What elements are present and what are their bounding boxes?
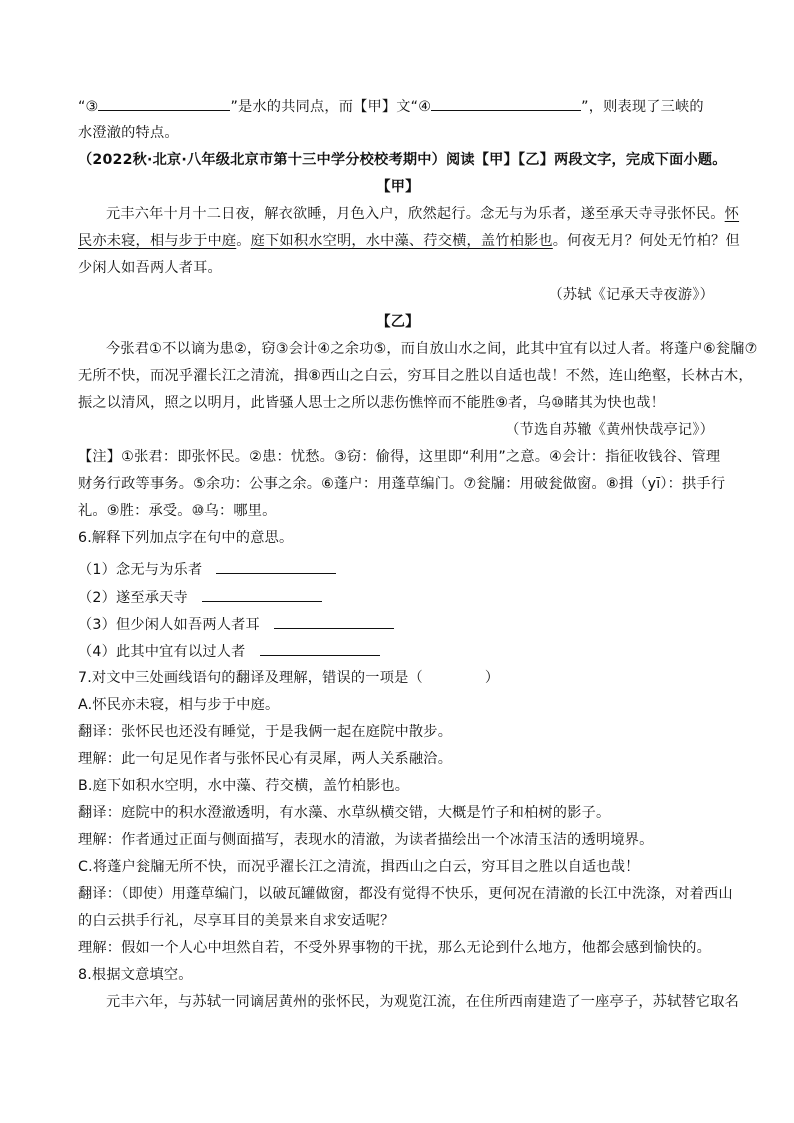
q6-item-1: （1）念无与为乐者	[78, 559, 718, 580]
notes-line-3: 礼。⑨胜：承受。⑩乌：哪里。	[78, 503, 277, 519]
notes-line-1: 【注】①张君：即张怀民。②患：忧愁。③窃：偷得，这里即“利用”之意。④会计：指征收钱谷、管理	[78, 449, 721, 465]
q7-option-b-understanding: 理解：作者通过正面与侧面描写，表现水的清澈，为读者描绘出一个冰清玉洁的透明境界。	[78, 832, 654, 848]
q7-option-c-translation-2: 的白云拱手行礼，尽享耳目的美景来自求安适呢？	[78, 913, 395, 929]
q7-title: 7.对文中三处画线语句的翻译及理解，错误的一项是（ ）	[78, 670, 500, 686]
answer-blank-3[interactable]	[98, 96, 230, 111]
passage-yi-title: 【乙】	[376, 314, 420, 330]
q5-middle-text: ”是水的共同点，而【甲】文“④	[230, 99, 432, 115]
q7-option-c-understanding: 理解：假如一个人心中坦然自若，不受外界事物的干扰，那么无论到什么地方，他都会感到愉快的。	[78, 940, 712, 956]
q6-title: 6.解释下列加点字在句中的意思。	[78, 530, 294, 546]
q6-answer-blank-2[interactable]	[202, 587, 322, 602]
q7-option-c: C.将蓬户瓮牖无所不快，而况乎濯长江之清流，揖西山之白云，穷耳目之胜以自适也哉！	[78, 859, 640, 875]
q7-option-b-translation: 翻译：庭院中的积水澄澈透明，有水藻、水草纵横交错，大概是竹子和柏树的影子。	[78, 805, 611, 821]
q6-item-3: （3）但少闲人如吾两人者耳	[78, 614, 718, 635]
q5-tail-line-2: 水澄澈的特点。	[78, 125, 179, 141]
yi-line-3: 振之以清风，照之以明月，此皆骚人思士之所以悲伤憔悴而不能胜⑨者，乌⑩睹其为快也哉！	[78, 395, 665, 411]
answer-blank-4[interactable]	[431, 96, 581, 111]
yi-source: （节选自苏辙《黄州快哉亭记》）	[505, 422, 714, 438]
q6-answer-blank-1[interactable]	[216, 559, 336, 574]
q6-answer-blank-3[interactable]	[274, 614, 394, 629]
q6-item-4: （4）此其中宜有以过人者	[78, 641, 718, 662]
q7-option-a-translation: 翻译：张怀民也还没有睡觉，于是我俩一起在庭院中散步。	[78, 724, 453, 740]
passage-intro: （2022秋·北京·八年级北京市第十三中学分校校考期中）阅读【甲】【乙】两段文字，完成下面小题。	[78, 152, 727, 168]
jia-line-3: 少闲人如吾两人者耳。	[78, 260, 222, 276]
q5-quote-open: “③	[78, 99, 99, 115]
jia-line-2: 民亦未寝，相与步于中庭。庭下如积水空明，水中藻、荇交横，盖竹柏影也。何夜无月？何处无竹柏？但	[78, 233, 740, 249]
q8-line-1: 元丰六年，与苏轼一同谪居黄州的张怀民，为观览江流，在住所西南建造了一座亭子，苏轼替它取名	[106, 994, 740, 1010]
yi-line-2: 无所不快，而况乎濯长江之清流，揖⑧西山之白云，穷耳目之胜以自适也哉！不然，连山绝壑，长林古木，	[78, 368, 753, 384]
q8-title: 8.根据文意填空。	[78, 967, 193, 983]
underlined-sentence-1-cont: 民亦未寝，相与步于中庭	[78, 233, 237, 249]
jia-source: （苏轼《记承天寺夜游》）	[548, 287, 714, 303]
passage-jia-title: 【甲】	[376, 179, 420, 195]
q7-option-c-translation-1: 翻译：（即使）用蓬草编门，以破瓦罐做窗，都没有觉得不快乐，更何况在清澈的长江中洗涤，对着西山	[78, 886, 733, 902]
q5-tail-line-1	[78, 96, 718, 117]
underlined-sentence-2: 庭下如积水空明，水中藻、荇交横，盖竹柏影也	[250, 233, 553, 249]
q7-option-a: A.怀民亦未寝，相与步于中庭。	[78, 697, 280, 713]
q6-item-2: （2）遂至承天寺	[78, 587, 718, 608]
q7-option-b: B.庭下如积水空明，水中藻、荇交横，盖竹柏影也。	[78, 778, 410, 794]
q5-end-text: ”，则表现了三峡的	[581, 99, 704, 115]
underlined-sentence-1: 怀	[724, 206, 740, 222]
jia-line-1: 元丰六年十月十二日夜，解衣欲睡，月色入户，欣然起行。念无与为乐者，遂至承天寺寻张怀民。怀	[106, 206, 740, 222]
notes-line-2: 财务行政等事务。⑤余功：公事之余。⑥蓬户：用蓬草编门。⑦瓮牖：用破瓮做窗。⑧揖（yī）：拱手行	[78, 476, 726, 492]
yi-line-1: 今张君①不以谪为患②，窃③会计④之余功⑤，而自放山水之间，此其中宜有以过人者。将蓬户⑥瓮牖⑦	[106, 341, 758, 357]
q6-answer-blank-4[interactable]	[260, 641, 380, 656]
q7-option-a-understanding: 理解：此一句足见作者与张怀民心有灵犀，两人关系融洽。	[78, 751, 453, 767]
